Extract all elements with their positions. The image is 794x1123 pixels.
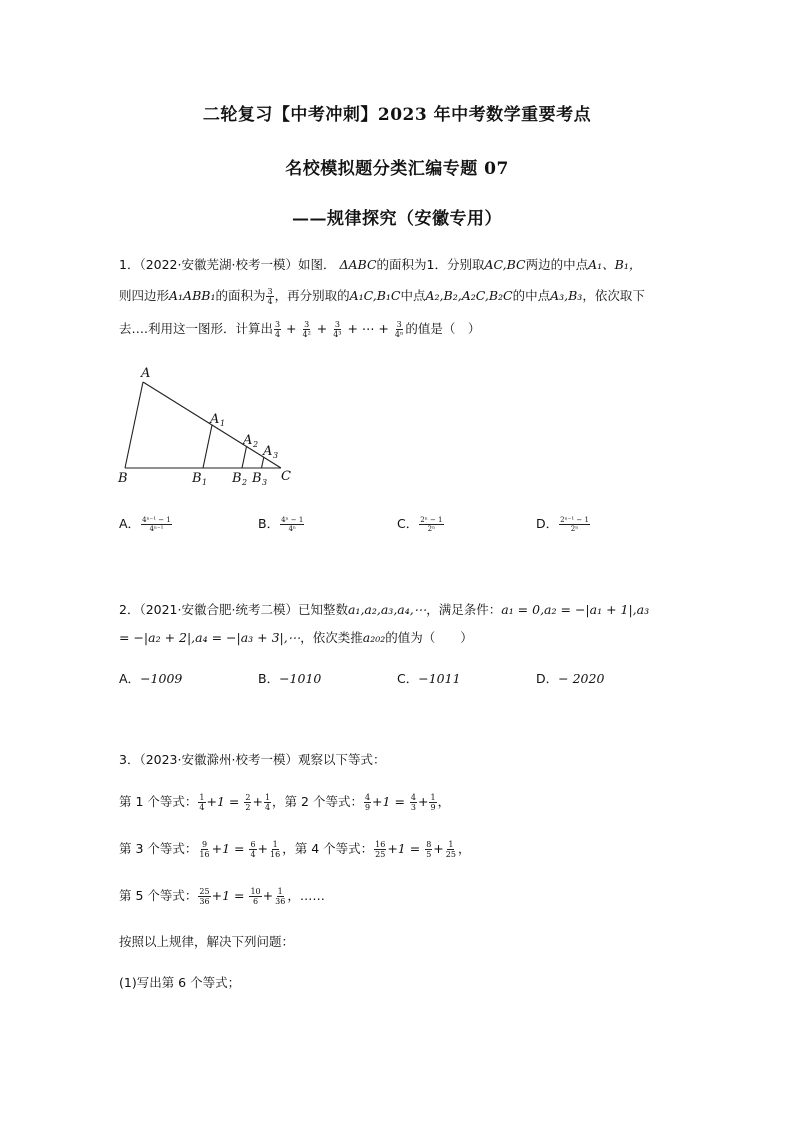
frac	[364, 793, 371, 812]
eq-label: 第 1 个等式：	[119, 794, 198, 809]
frac	[445, 840, 457, 859]
frac-den: 25	[445, 850, 456, 859]
frac-den: 4ⁿ⁻¹	[149, 525, 164, 533]
option-value: − 2020	[558, 671, 605, 686]
q2-source: （2021·安徽合肥·统考二模）	[139, 602, 298, 617]
frac-num: 10	[250, 887, 261, 896]
frac-den: 2	[245, 803, 251, 812]
frac-den: 4²	[302, 330, 311, 339]
frac	[269, 840, 281, 859]
eq-tail: ，	[272, 794, 285, 809]
q1-text: ，依次取下	[582, 288, 645, 303]
q1-sides: AC,BC	[484, 257, 526, 272]
frac	[244, 793, 251, 812]
frac-den: 9	[364, 803, 371, 812]
frac-num: 3	[334, 320, 340, 329]
frac-den: 5	[426, 850, 432, 859]
eq-label: 第 3 个等式：	[119, 841, 198, 856]
q1-option-c[interactable]	[397, 514, 445, 533]
frac-num: 4	[410, 793, 416, 802]
q1-option-d[interactable]	[536, 514, 591, 533]
frac-num: 9	[201, 840, 208, 849]
q1-text: 去….利用这一图形．计算出	[119, 321, 273, 336]
option-letter: A．	[119, 516, 141, 531]
q2-line1	[119, 601, 649, 619]
doc-title-line2: 名校模拟题分类汇编专题 07	[285, 159, 509, 179]
q1-sum-last-term	[394, 320, 405, 339]
q2-condition: a₁ = 0,a₂ = −|a₁ + 1|,a₃	[501, 602, 650, 617]
option-fraction	[559, 516, 590, 533]
q1-text: 的面积为	[215, 288, 266, 303]
q1-quadrilateral: A₁ABB₁	[169, 288, 216, 303]
eq-tail: ，	[437, 794, 451, 809]
label-b1-sub: 1	[202, 478, 208, 487]
q1-fraction-3-4	[266, 287, 273, 306]
q2-option-b[interactable]	[258, 669, 321, 687]
frac-den: 4ⁿ	[394, 330, 404, 339]
frac-den: 36	[275, 897, 286, 906]
frac-den: 4	[250, 850, 256, 859]
q1-source: （2022·安徽芜湖·校考一模）	[139, 257, 298, 272]
q1-option-b[interactable]	[258, 514, 305, 533]
frac	[429, 793, 436, 812]
doc-title-line3: ——规律探究（安徽专用）	[292, 209, 502, 229]
eq-tail: ，……	[287, 888, 325, 903]
frac-den: 3	[410, 803, 416, 812]
frac-num: 3	[304, 320, 310, 329]
q2-option-d[interactable]	[536, 669, 604, 687]
q2-sequence: a₁,a₂,a₃,a₄,⋯	[347, 602, 427, 617]
option-value: −1009	[140, 671, 183, 686]
frac-num: 3	[274, 320, 281, 329]
q3-source: （2023·安徽滁州·校考一模）	[139, 752, 298, 767]
segment-a2b2	[242, 447, 247, 469]
frac	[198, 887, 210, 906]
option-letter: C．	[397, 671, 419, 686]
q1-option-a[interactable]	[119, 514, 173, 533]
q1-line2	[119, 287, 645, 306]
frac-num: 1	[277, 887, 283, 896]
frac-num: 1	[430, 793, 436, 802]
frac-den: 36	[199, 897, 210, 906]
eq-operator: +1 =	[211, 888, 245, 903]
q3-eq-row2	[119, 840, 470, 859]
label-a3: A	[263, 444, 273, 459]
q1-text: 的面积为1．分别取	[376, 257, 485, 272]
label-b2-sub: 2	[242, 478, 248, 487]
frac-num: 16	[375, 840, 386, 849]
frac-den: 25	[375, 850, 386, 859]
label-a1: A	[210, 412, 220, 427]
frac-num: 4	[364, 793, 371, 802]
q2-text: 已知整数	[297, 602, 348, 617]
frac-den: 4ⁿ	[288, 525, 296, 533]
q1-points2: A₂,B₂,A₂C,B₂C	[425, 288, 513, 303]
label-b1: B	[192, 471, 202, 486]
q1-points3: A₃,B₃	[550, 288, 583, 303]
option-fraction	[419, 516, 443, 533]
side-ab	[125, 382, 143, 468]
option-letter: B．	[258, 516, 280, 531]
q3-instruction: 按照以上规律，解决下列问题：	[119, 934, 295, 949]
q2-option-c[interactable]	[397, 669, 461, 687]
frac	[410, 793, 417, 812]
q1-text: 则四边形	[119, 288, 170, 303]
frac-den: 2ⁿ	[570, 525, 579, 533]
frac-num: 2ⁿ⁻¹ − 1	[560, 516, 589, 524]
frac-den: 4	[264, 803, 271, 812]
q3-text: 观察以下等式：	[297, 752, 386, 767]
q3-line1	[119, 751, 385, 769]
frac-num: 2ⁿ − 1	[420, 516, 443, 524]
eq-label: 第 2 个等式：	[284, 794, 363, 809]
frac-num: 4ⁿ − 1	[281, 516, 304, 524]
frac-den: 16	[199, 850, 210, 859]
segment-a1b1	[203, 425, 212, 468]
option-fraction	[141, 516, 172, 533]
label-a: A	[141, 366, 151, 381]
eq-label: 第 5 个等式：	[119, 888, 198, 903]
q2-text: 的值为（ ）	[385, 630, 473, 645]
frac-num: 1	[264, 793, 271, 802]
option-value: −1010	[279, 671, 322, 686]
q1-text: 两边的中点	[525, 257, 589, 272]
frac-num: 25	[199, 887, 210, 896]
eq-label: 第 4 个等式：	[294, 841, 374, 856]
q1-text: 中点	[400, 288, 426, 303]
q1-number: 1．	[119, 257, 140, 272]
q3-number: 3．	[119, 752, 140, 767]
q3-sub-question-1: (1)写出第 6 个等式；	[119, 975, 241, 990]
label-b: B	[118, 471, 128, 486]
q1-text: ，再分别取的	[274, 288, 350, 303]
eq-operator: +1 =	[387, 841, 421, 856]
frac	[425, 840, 432, 859]
option-letter: D．	[536, 671, 559, 686]
eq-operator: +	[418, 794, 429, 809]
frac-den: 9	[430, 803, 436, 812]
eq-operator: +	[252, 794, 263, 809]
eq-operator: +1 =	[372, 794, 405, 809]
frac-den: 6	[253, 897, 259, 906]
frac	[374, 840, 386, 859]
frac-num: 3	[396, 320, 402, 329]
q1-text: 如图．	[297, 257, 336, 272]
triangle-midpoint-diagram	[115, 362, 305, 487]
label-a1-sub: 1	[220, 419, 226, 428]
q2-text: ，依次类推	[300, 630, 363, 645]
eq-operator: +	[433, 841, 444, 856]
eq-operator: +	[262, 888, 274, 903]
frac	[264, 793, 271, 812]
q2-line2	[119, 629, 473, 647]
q1-sum-term	[332, 320, 342, 339]
q1-text: 的值是（ ）	[405, 321, 481, 336]
option-letter: A．	[119, 671, 141, 686]
q1-text: 的中点	[512, 288, 551, 303]
frac-den: 4³	[333, 330, 342, 339]
frac-den: 16	[270, 850, 281, 859]
q1-line1	[119, 256, 641, 274]
q1-sum-term	[274, 320, 281, 339]
q1-midpoints: A₁、B₁，	[588, 257, 642, 272]
frac	[249, 840, 256, 859]
frac-den: 2ⁿ	[427, 525, 436, 533]
frac	[198, 793, 205, 812]
label-b3-sub: 3	[262, 478, 268, 487]
eq-tail: ，	[457, 841, 471, 856]
frac-den: 4	[199, 803, 205, 812]
option-value: −1011	[418, 671, 461, 686]
label-a3-sub: 3	[273, 451, 279, 460]
q3-eq-row3	[119, 887, 325, 906]
option-letter: B．	[258, 671, 280, 686]
label-a2-sub: 2	[253, 440, 259, 449]
option-letter: C．	[397, 516, 419, 531]
option-letter: D．	[536, 516, 559, 531]
frac-num: 3	[267, 287, 273, 296]
frac	[249, 887, 261, 906]
q3-eq-row1	[119, 793, 450, 812]
frac-den: 4	[274, 330, 281, 339]
option-fraction	[280, 516, 304, 533]
q2-condition: = −|a₂ + 2|,a₄ = −|a₃ + 3|,⋯	[119, 630, 301, 645]
eq-tail: ，	[282, 841, 295, 856]
frac	[198, 840, 210, 859]
frac	[274, 887, 286, 906]
label-a2: A	[243, 433, 253, 448]
frac-num: 4ⁿ⁻¹ − 1	[142, 516, 171, 524]
q1-segments: A₁C,B₁C	[349, 288, 401, 303]
frac-num: 8	[426, 840, 432, 849]
q1-line3: 去….利用这一图形．计算出 $\frac{3}{4}$ + $\frac{3}{\text{4²}}$ + $\frac{3}{\text{4³}}$ + ⋯ + $\frac{3}{\text{4ⁿ}}$ 的值是（ ）	[119, 320, 481, 339]
eq-operator: +1 =	[206, 794, 240, 809]
label-b3: B	[252, 471, 262, 486]
frac-den: 4	[267, 297, 273, 306]
label-b2: B	[232, 471, 242, 486]
doc-title-line1: 二轮复习【中考冲刺】2023 年中考数学重要考点	[202, 105, 592, 125]
frac-num: 2	[245, 793, 251, 802]
eq-operator: +1 =	[211, 841, 245, 856]
q2-option-a[interactable]	[119, 669, 182, 687]
frac-num: 1	[199, 793, 205, 802]
eq-operator: +	[257, 841, 269, 856]
q2-text: ，满足条件：	[426, 602, 502, 617]
q1-triangle: ΔABC	[339, 257, 377, 272]
q2-target-term: a₂₀₂	[362, 630, 386, 645]
q2-number: 2．	[119, 602, 140, 617]
label-c: C	[281, 469, 291, 484]
frac-num: 1	[448, 840, 454, 849]
frac-num: 1	[272, 840, 278, 849]
q1-sum-term	[302, 320, 312, 339]
frac-num: 6	[250, 840, 256, 849]
